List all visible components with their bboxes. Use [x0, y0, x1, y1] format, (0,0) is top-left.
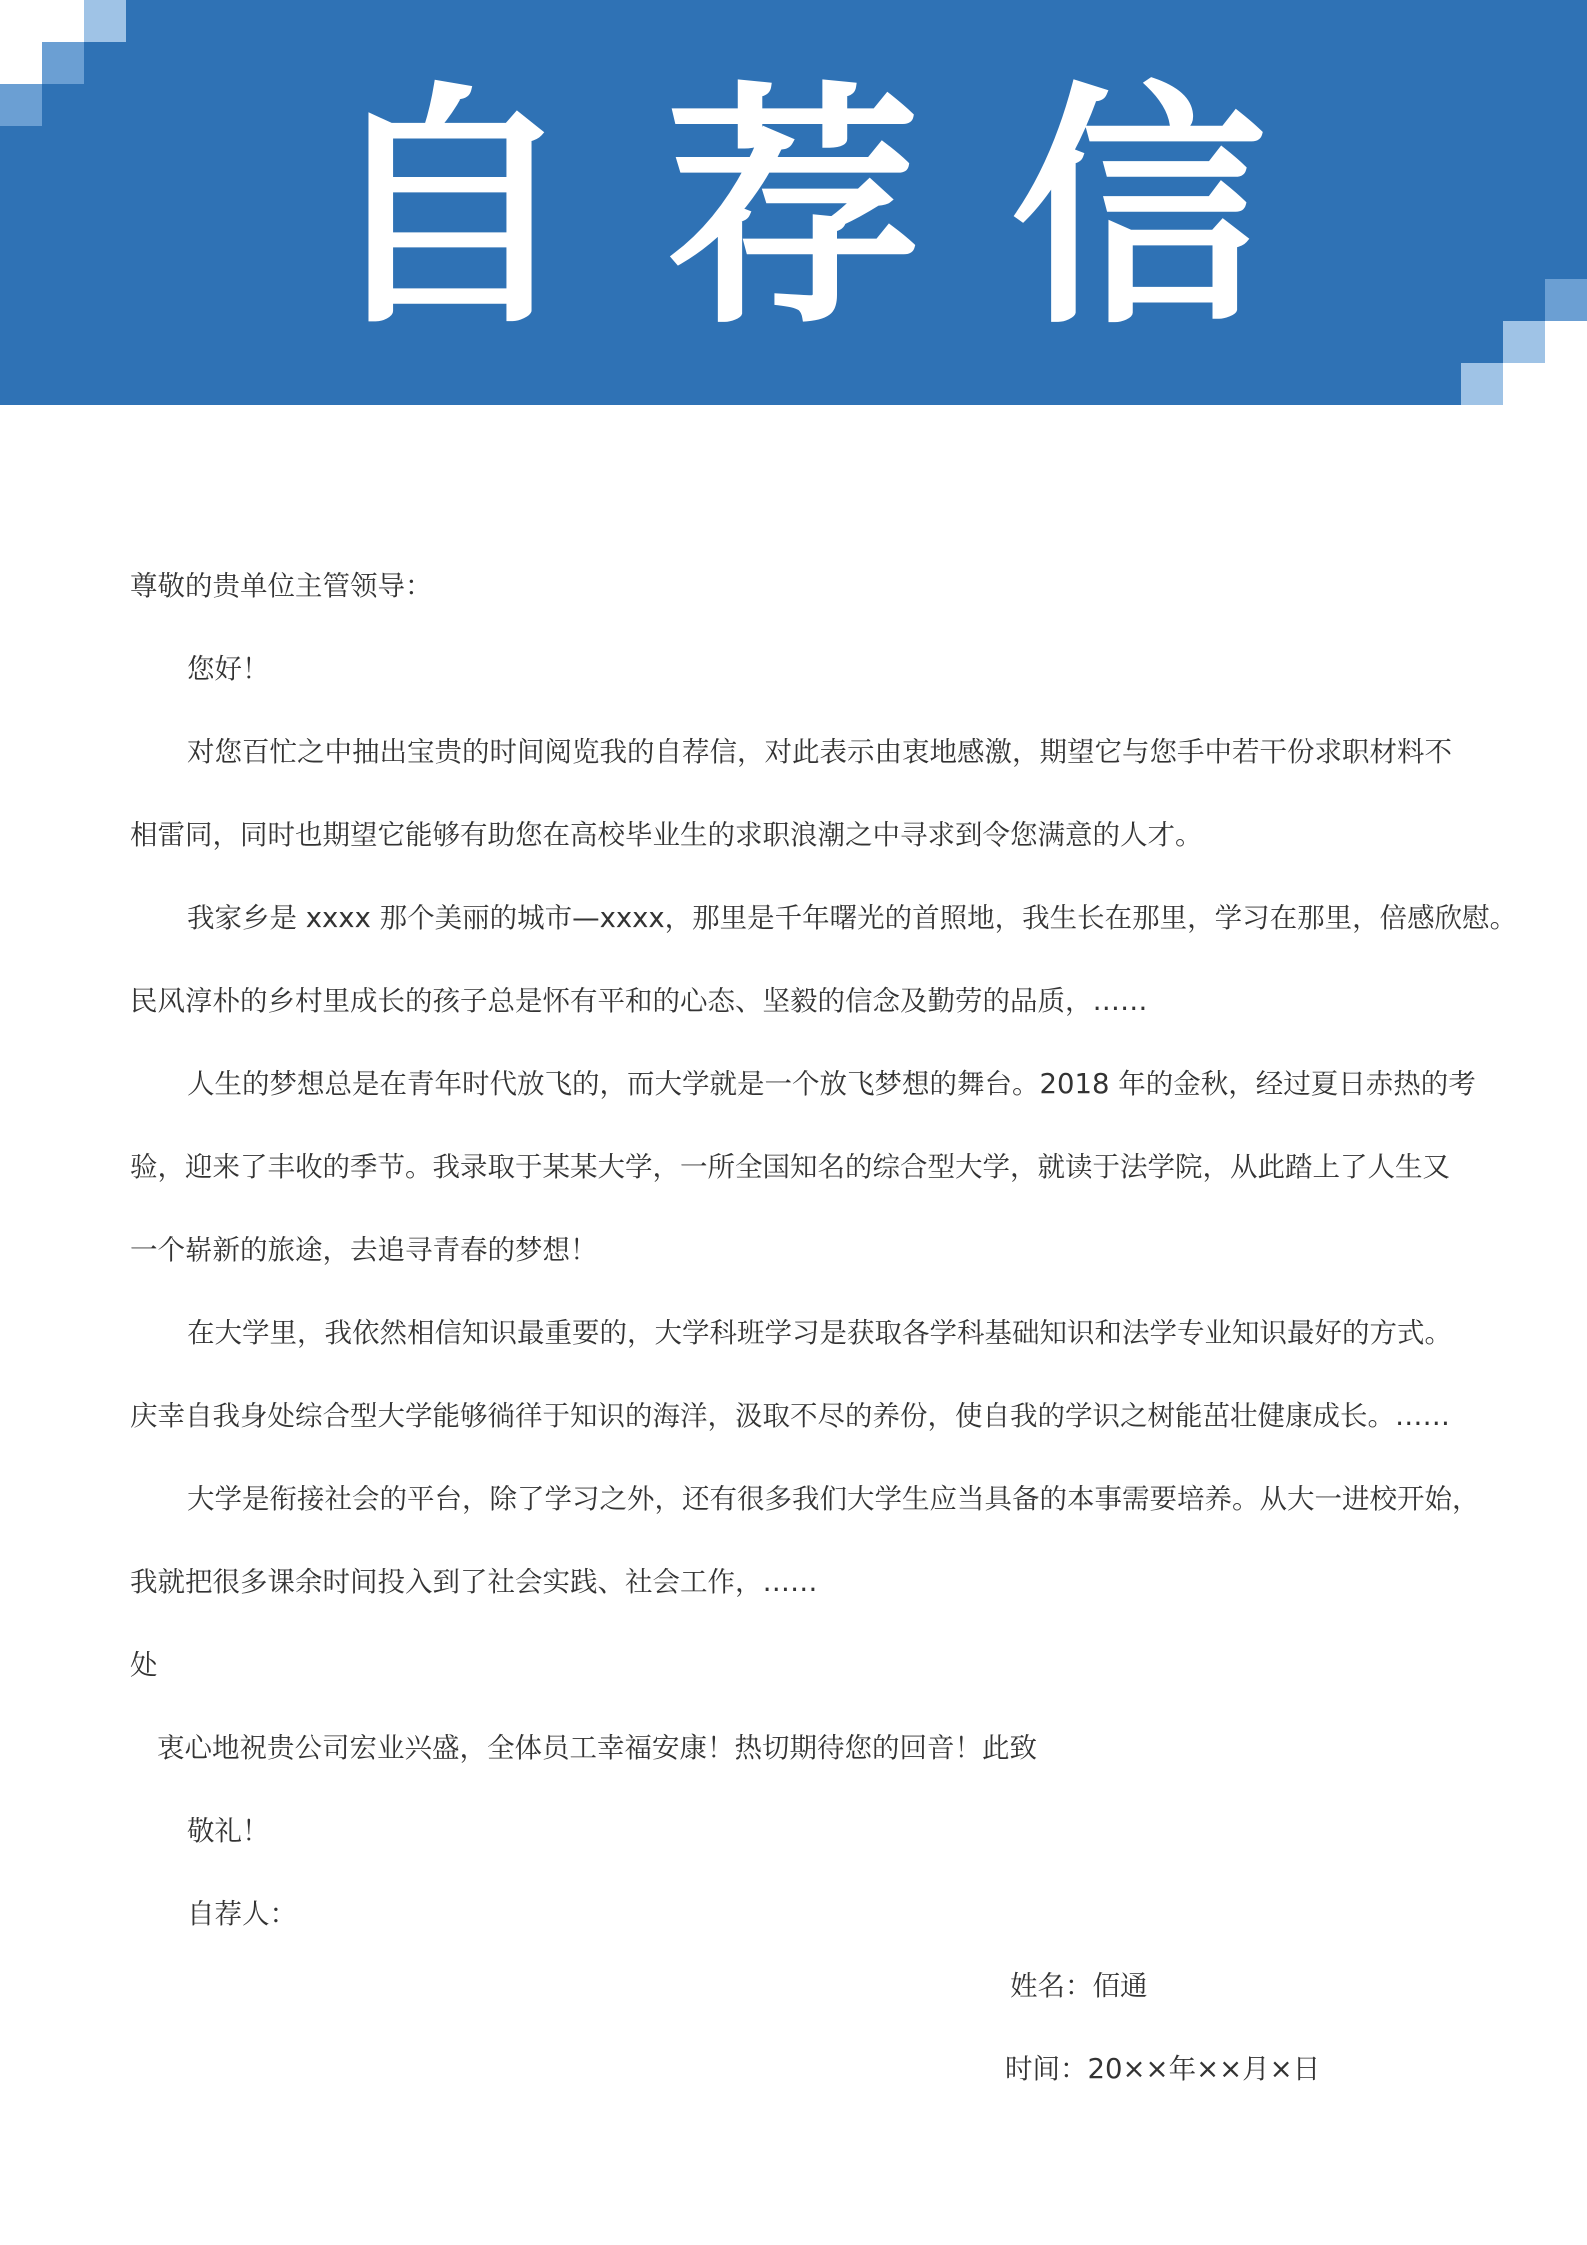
paragraph-2-line-1: 我家乡是 xxxx 那个美丽的城市—xxxx，那里是千年曙光的首照地，我生长在那里，学习在那里，倍感欣慰。: [187, 902, 1518, 934]
regards: 敬礼！: [187, 1815, 270, 1847]
paragraph-4-line-2: 庆幸自我身处综合型大学能够徜徉于知识的海洋，汲取不尽的养份，使自我的学识之树能茁壮健康成长。……: [130, 1400, 1450, 1432]
decor-square: [0, 0, 42, 42]
paragraph-2-line-2: 民风淳朴的乡村里成长的孩子总是怀有平和的心态、坚毅的信念及勤劳的品质，……: [130, 985, 1148, 1017]
salutation: 尊敬的贵单位主管领导：: [130, 570, 433, 602]
greeting: 您好！: [187, 653, 270, 685]
paragraph-5-line-1: 大学是衔接社会的平台，除了学习之外，还有很多我们大学生应当具备的本事需要培养。从大一进校开始，: [187, 1483, 1480, 1515]
page-title: 自荐信: [320, 61, 1356, 359]
decor-square: [84, 0, 126, 42]
paragraph-1-line-2: 相雷同，同时也期望它能够有助您在高校毕业生的求职浪潮之中寻求到令您满意的人才。: [130, 819, 1203, 851]
paragraph-3-line-2: 验，迎来了丰收的季节。我录取于某某大学，一所全国知名的综合型大学，就读于法学院，从此踏上了人生又: [130, 1151, 1450, 1183]
paragraph-5-line-2: 我就把很多课余时间投入到了社会实践、社会工作，……: [130, 1566, 818, 1598]
fragment-line: 处: [130, 1649, 158, 1681]
paragraph-4-line-1: 在大学里，我依然相信知识最重要的，大学科班学习是获取各学科基础知识和法学专业知识最好的方式。: [187, 1317, 1452, 1349]
closing-wish: 衷心地祝贵公司宏业兴盛，全体员工幸福安康！热切期待您的回音！此致: [157, 1732, 1037, 1764]
paragraph-1-line-1: 对您百忙之中抽出宝贵的时间阅览我的自荐信，对此表示由衷地感激，期望它与您手中若干份求职材料不: [187, 736, 1452, 768]
signer-name: 姓名：佰通: [1010, 1970, 1148, 2002]
paragraph-3-line-3: 一个崭新的旅途，去追寻青春的梦想！: [130, 1234, 598, 1266]
signer-label: 自荐人：: [187, 1898, 297, 1930]
letter-date: 时间：20××年××月×日: [1005, 2053, 1321, 2085]
letter-body: [130, 545, 1518, 1956]
paragraph-3-line-1: 人生的梦想总是在青年时代放飞的，而大学就是一个放飞梦想的舞台。2018 年的金秋，经过夏日赤热的考: [187, 1068, 1476, 1100]
decor-square: [42, 0, 84, 42]
